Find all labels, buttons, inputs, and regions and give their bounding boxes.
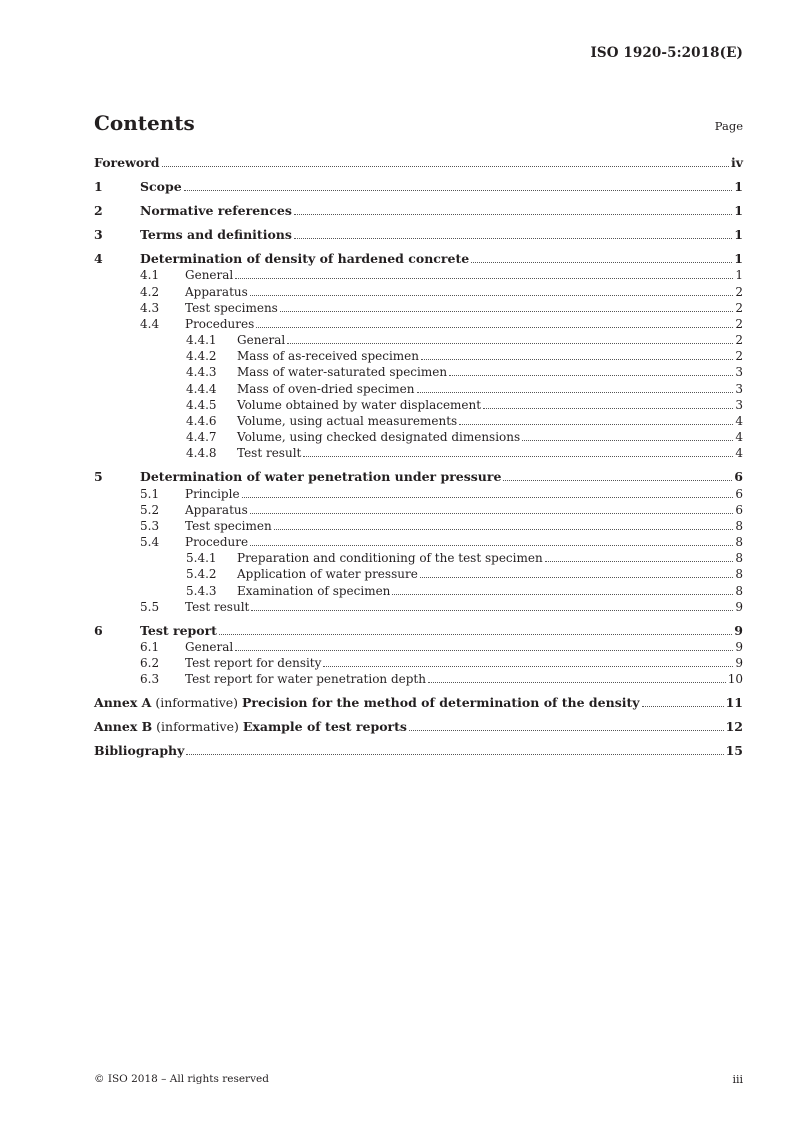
toc-entry[interactable] bbox=[94, 250, 743, 266]
toc-entry-number: 4.4.3 bbox=[186, 365, 217, 380]
toc-entry-page: 4 bbox=[735, 430, 743, 445]
toc-entry-number: 3 bbox=[94, 227, 103, 243]
toc-entry-title: Volume obtained by water displacement bbox=[237, 397, 482, 412]
toc-entry-title: Precision for the method of determination of the density bbox=[242, 695, 640, 711]
toc-entry-number: 4.4 bbox=[140, 316, 160, 331]
toc-entry[interactable] bbox=[94, 315, 743, 331]
table-of-contents bbox=[94, 154, 743, 758]
toc-entry[interactable] bbox=[94, 533, 743, 549]
toc-entry[interactable] bbox=[94, 428, 743, 444]
page-column-label: Page bbox=[714, 119, 743, 133]
toc-entry-title: Mass of water-saturated specimen bbox=[237, 365, 448, 380]
copyright-notice: © ISO 2018 – All rights reserved bbox=[94, 1073, 269, 1085]
toc-entry-number: 4.4.5 bbox=[186, 397, 217, 412]
dot-leader bbox=[280, 310, 734, 312]
toc-entry[interactable] bbox=[94, 178, 743, 194]
toc-entry-number: 5.5 bbox=[140, 599, 160, 614]
toc-entry-number: 5 bbox=[94, 469, 103, 485]
dot-leader bbox=[274, 528, 734, 530]
toc-entry-title: General bbox=[237, 333, 286, 348]
toc-entry-page: 4 bbox=[735, 414, 743, 428]
toc-entry-number: 4.4.4 bbox=[186, 381, 217, 396]
toc-entry-page: 2 bbox=[735, 284, 743, 299]
toc-entry-title: Test result bbox=[237, 446, 302, 461]
toc-entry-page: 8 bbox=[735, 567, 743, 582]
toc-entry-page: 2 bbox=[735, 316, 743, 331]
toc-entry[interactable] bbox=[94, 742, 743, 758]
toc-entry-title: Determination of water penetration under pressure bbox=[140, 469, 502, 485]
toc-entry[interactable] bbox=[94, 202, 743, 218]
toc-entry-number: 4.1 bbox=[140, 268, 160, 283]
toc-entry-page: 1 bbox=[734, 203, 743, 219]
toc-entry-page: 8 bbox=[735, 551, 743, 566]
toc-entry-number: 5.3 bbox=[140, 518, 160, 533]
dot-leader bbox=[417, 391, 734, 393]
toc-entry-title: Volume, using checked designated dimensions bbox=[237, 430, 521, 445]
toc-entry-title: Apparatus bbox=[185, 502, 248, 517]
dot-leader bbox=[409, 729, 724, 731]
document-code: ISO 1920-5:2018(E) bbox=[590, 45, 743, 61]
dot-leader bbox=[235, 277, 733, 279]
toc-entry-title: Terms and definitions bbox=[140, 227, 292, 243]
toc-entry-page: 12 bbox=[725, 719, 743, 735]
toc-entry-page: 11 bbox=[725, 695, 743, 711]
toc-entry-number: 5.4.1 bbox=[186, 551, 217, 566]
toc-entry-title: Test report for density bbox=[185, 656, 322, 671]
toc-entry-page: 3 bbox=[735, 381, 743, 396]
toc-entry-number: 6.1 bbox=[140, 640, 160, 655]
toc-entry-title: Test specimens bbox=[185, 300, 278, 315]
toc-entry-page: 1 bbox=[734, 227, 743, 243]
toc-entry[interactable] bbox=[94, 468, 743, 484]
toc-entry-number: 6.3 bbox=[140, 672, 160, 687]
toc-entry-title: Procedure bbox=[185, 535, 249, 550]
dot-leader bbox=[287, 342, 733, 344]
toc-entry-number: 6.2 bbox=[140, 656, 160, 671]
toc-entry-number: 2 bbox=[94, 203, 103, 219]
dot-leader bbox=[294, 237, 732, 239]
toc-entry-title: Apparatus bbox=[185, 284, 248, 299]
toc-entry-page: 3 bbox=[735, 397, 743, 412]
annex-label: Annex B bbox=[94, 719, 153, 735]
toc-entry-title: Test report for water penetration depth bbox=[185, 672, 426, 687]
dot-leader bbox=[471, 261, 732, 263]
dot-leader bbox=[250, 294, 734, 296]
page-number: iii bbox=[732, 1073, 743, 1086]
toc-entry[interactable] bbox=[94, 282, 743, 298]
toc-entry[interactable] bbox=[94, 638, 743, 654]
toc-entry-number: 4.4.7 bbox=[186, 430, 217, 445]
dot-leader bbox=[642, 705, 724, 707]
toc-entry[interactable] bbox=[94, 598, 743, 614]
annex-type: (informative) bbox=[151, 695, 243, 711]
toc-entry[interactable] bbox=[94, 154, 743, 170]
toc-entry-number: 5.4 bbox=[140, 535, 160, 550]
toc-entry-title: Bibliography bbox=[94, 743, 185, 759]
toc-entry-title: Example of test reports bbox=[242, 719, 407, 735]
dot-leader bbox=[250, 512, 734, 514]
dot-leader bbox=[250, 544, 733, 546]
toc-entry-number: 5.1 bbox=[140, 486, 160, 501]
dot-leader bbox=[522, 439, 733, 441]
toc-entry-title: Scope bbox=[140, 179, 182, 195]
toc-entry-number: 4.4.1 bbox=[186, 333, 217, 348]
toc-entry[interactable] bbox=[94, 266, 743, 282]
toc-entry-title: Test report bbox=[140, 622, 217, 638]
toc-entry[interactable] bbox=[94, 565, 743, 581]
toc-entry-number: 4.3 bbox=[140, 300, 160, 315]
toc-entry-page: 9 bbox=[735, 599, 743, 614]
toc-entry[interactable] bbox=[94, 718, 743, 734]
toc-entry[interactable] bbox=[94, 444, 743, 460]
toc-entry-number: 4.4.6 bbox=[186, 414, 217, 428]
toc-entry-page: 6 bbox=[735, 502, 743, 517]
dot-leader bbox=[219, 633, 732, 635]
dot-leader bbox=[503, 479, 732, 481]
toc-entry-page: 8 bbox=[735, 535, 743, 550]
dot-leader bbox=[420, 576, 734, 578]
toc-entry-page: 1 bbox=[735, 268, 743, 283]
toc-entry-number: 4.4.2 bbox=[186, 349, 217, 364]
toc-entry-title: Test result bbox=[185, 599, 250, 614]
toc-entry-number: 5.4.3 bbox=[186, 583, 217, 598]
toc-entry-number: 4.4.8 bbox=[186, 446, 217, 461]
toc-entry-page: 6 bbox=[734, 469, 743, 485]
dot-leader bbox=[242, 496, 734, 498]
toc-entry[interactable] bbox=[94, 670, 743, 686]
toc-entry[interactable] bbox=[94, 226, 743, 242]
toc-entry[interactable] bbox=[94, 517, 743, 533]
toc-entry-page: 8 bbox=[735, 518, 743, 533]
dot-leader bbox=[294, 213, 732, 215]
dot-leader bbox=[392, 593, 733, 595]
toc-entry-page: iv bbox=[730, 155, 743, 171]
toc-entry-title: General bbox=[185, 268, 234, 283]
toc-entry[interactable] bbox=[94, 347, 743, 363]
dot-leader bbox=[251, 609, 733, 611]
toc-entry-title: Principle bbox=[185, 486, 240, 501]
toc-entry[interactable] bbox=[94, 484, 743, 500]
toc-entry-title: Volume, using actual measurements bbox=[237, 414, 458, 428]
toc-entry-number: 4 bbox=[94, 251, 103, 267]
page-title: Contents bbox=[94, 111, 195, 135]
toc-entry-number: 5.4.2 bbox=[186, 567, 217, 582]
dot-leader bbox=[184, 189, 733, 191]
toc-entry-page: 2 bbox=[735, 300, 743, 315]
dot-leader bbox=[483, 407, 733, 409]
toc-entry-number: 4.2 bbox=[140, 284, 160, 299]
toc-entry-page: 3 bbox=[735, 365, 743, 380]
toc-entry-page: 9 bbox=[735, 656, 743, 671]
annex-label: Annex A bbox=[94, 695, 152, 711]
dot-leader bbox=[256, 326, 733, 328]
toc-entry-page: 8 bbox=[735, 583, 743, 598]
toc-entry-title: Procedures bbox=[185, 316, 255, 331]
dot-leader bbox=[162, 165, 729, 167]
toc-entry-title: Mass of as-received specimen bbox=[237, 349, 420, 364]
toc-entry-page: 2 bbox=[735, 333, 743, 348]
toc-entry-title: Determination of density of hardened concrete bbox=[140, 251, 470, 267]
toc-entry-title: Mass of oven-dried specimen bbox=[237, 381, 415, 396]
toc-entry[interactable] bbox=[94, 622, 743, 638]
toc-entry-page: 6 bbox=[735, 486, 743, 501]
toc-entry-page: 9 bbox=[734, 622, 743, 638]
toc-entry-title: Normative references bbox=[140, 203, 292, 219]
toc-entry[interactable] bbox=[94, 581, 743, 597]
toc-entry[interactable] bbox=[94, 299, 743, 315]
toc-entry[interactable] bbox=[94, 501, 743, 517]
toc-entry[interactable] bbox=[94, 412, 743, 428]
dot-leader bbox=[459, 423, 733, 425]
dot-leader bbox=[545, 560, 734, 562]
toc-entry[interactable] bbox=[94, 379, 743, 395]
toc-entry-page: 2 bbox=[735, 349, 743, 364]
toc-entry-page: 9 bbox=[735, 640, 743, 655]
toc-entry[interactable] bbox=[94, 694, 743, 710]
dot-leader bbox=[449, 374, 733, 376]
toc-entry-number: 6 bbox=[94, 622, 103, 638]
dot-leader bbox=[421, 358, 733, 360]
toc-entry-page: 10 bbox=[727, 672, 743, 687]
toc-entry[interactable] bbox=[94, 363, 743, 379]
toc-entry-page: 15 bbox=[725, 743, 743, 759]
toc-entry-page: 1 bbox=[734, 251, 743, 267]
toc-entry-title: Application of water pressure bbox=[237, 567, 418, 582]
toc-entry-number: 1 bbox=[94, 179, 103, 195]
annex-type: (informative) bbox=[152, 719, 243, 735]
toc-entry-number: 5.2 bbox=[140, 502, 160, 517]
toc-entry-page: 1 bbox=[734, 179, 743, 195]
toc-entry[interactable] bbox=[94, 654, 743, 670]
toc-entry[interactable] bbox=[94, 396, 743, 412]
dot-leader bbox=[323, 665, 733, 667]
dot-leader bbox=[303, 455, 733, 457]
dot-leader bbox=[186, 753, 723, 755]
toc-entry-title: General bbox=[185, 640, 234, 655]
toc-entry-title: Examination of specimen bbox=[237, 583, 391, 598]
toc-entry-title: Preparation and conditioning of the test specimen bbox=[237, 551, 543, 566]
toc-entry-title: Foreword bbox=[94, 155, 160, 171]
dot-leader bbox=[235, 649, 733, 651]
toc-entry[interactable] bbox=[94, 549, 743, 565]
toc-entry[interactable] bbox=[94, 331, 743, 347]
dot-leader bbox=[428, 681, 726, 683]
toc-entry-title: Test specimen bbox=[185, 518, 272, 533]
toc-entry-page: 4 bbox=[735, 446, 743, 461]
